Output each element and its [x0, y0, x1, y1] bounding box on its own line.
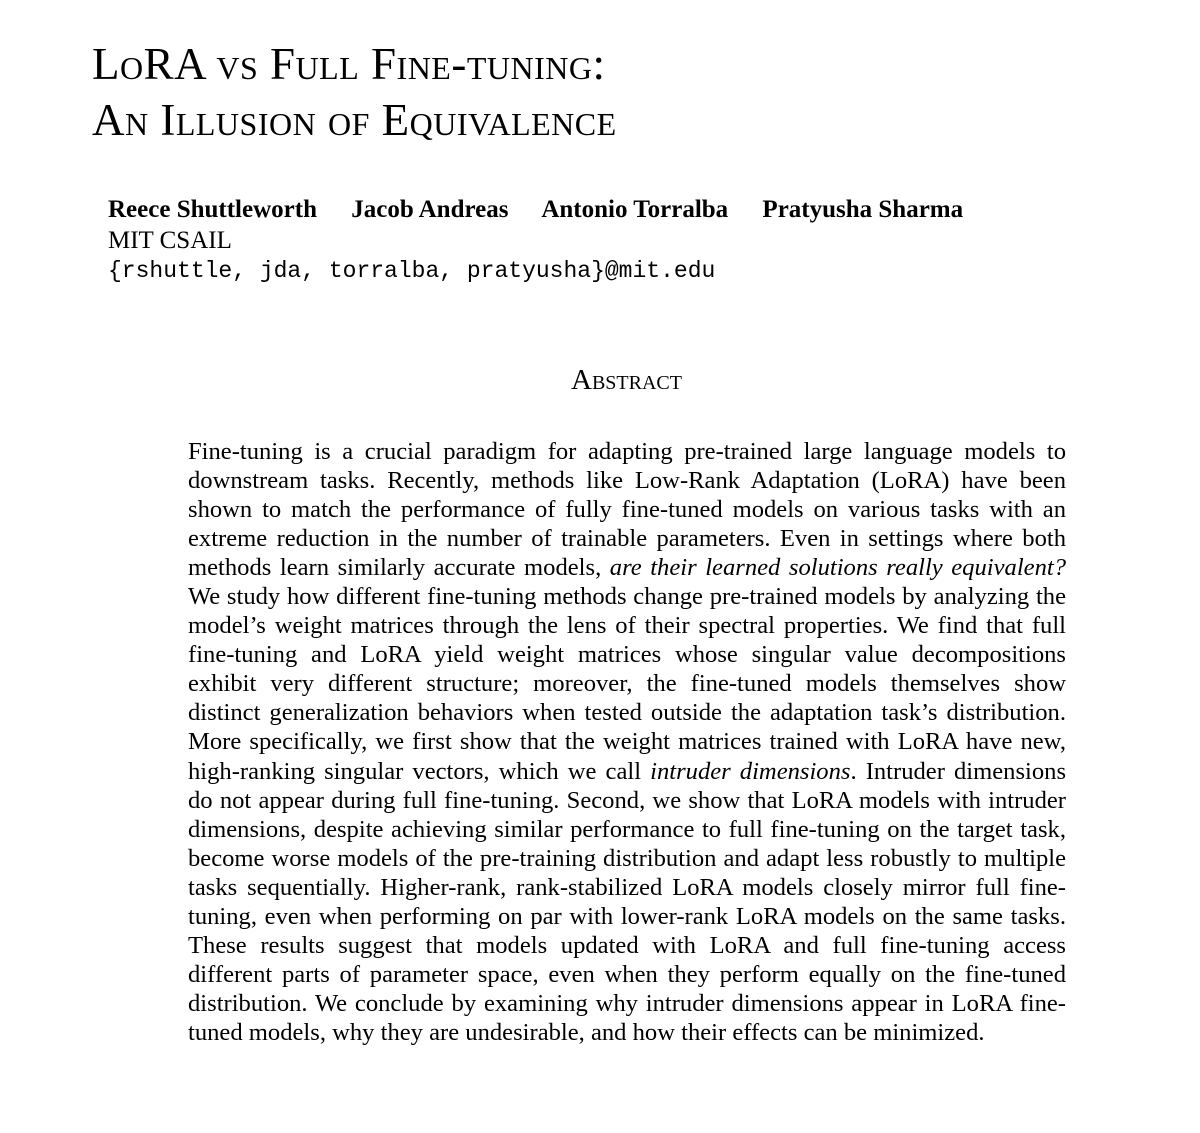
- paper-title: [92, 36, 617, 148]
- author-list: [108, 194, 1068, 225]
- abstract-text-part-2: We study how different fine-tuning methods change pre-trained models by analyzing the model’s weight matrices through the lens of their spectral properties. We find that full fine-tuning and LoRA yield weight matrices whose singular value decompositions exhibit very different structure; moreover, the fine-tuned models themselves show distinct generalization behaviors when tested outside the adaptation task’s distribution. More specifically, we first show that the weight matrices trained with LoRA have new, high-ranking singular vectors, which we call: [188, 583, 1066, 785]
- paper-title-line-1: LoRA vs Full Fine-tuning:: [92, 39, 606, 89]
- paper-title-line-2: An Illusion of Equivalence: [92, 95, 617, 145]
- author-name: Reece Shuttleworth: [108, 196, 317, 223]
- abstract-text-part-1: Fine-tuning is a crucial paradigm for adapting pre-trained large language models to downstream tasks. Recently, methods like Low-Rank Adaptation (LoRA) have been shown to match the performance of fully fine-tuned models on various tasks with an extreme reduction in the number of trainable parameters. Even in settings where both methods learn similarly accurate models,: [188, 438, 1066, 582]
- author-name: Jacob Andreas: [351, 196, 509, 223]
- abstract-heading: Abstract: [571, 364, 682, 396]
- author-emails: {rshuttle, jda, torralba, pratyusha}@mit.edu: [108, 258, 716, 284]
- author-affiliation: MIT CSAIL: [108, 227, 232, 254]
- abstract-emphasis-term: intruder dimensions: [650, 757, 851, 785]
- author-name: Pratyusha Sharma: [762, 196, 964, 223]
- abstract-body: [188, 437, 1066, 1047]
- abstract-emphasis-question: are their learned solutions really equivalent?: [609, 554, 1066, 582]
- author-name: Antonio Torralba: [541, 196, 729, 223]
- abstract-text-part-3: . Intruder dimensions do not appear during full fine-tuning. Second, we show that LoRA models with intruder dimensions, despite achieving similar performance to full fine-tuning on the target task, become worse models of the pre-training distribution and adapt less robustly to multiple tasks sequentially. Higher-rank, rank-stabilized LoRA models closely mirror full fine-tuning, even when performing on par with lower-rank LoRA models on the same tasks. These results suggest that models updated with LoRA and full fine-tuning access different parts of parameter space, even when they perform equally on the fine-tuned distribution. We conclude by examining why intruder dimensions appear in LoRA fine-tuned models, why they are undesirable, and how their effects can be minimized.: [188, 757, 1067, 1046]
